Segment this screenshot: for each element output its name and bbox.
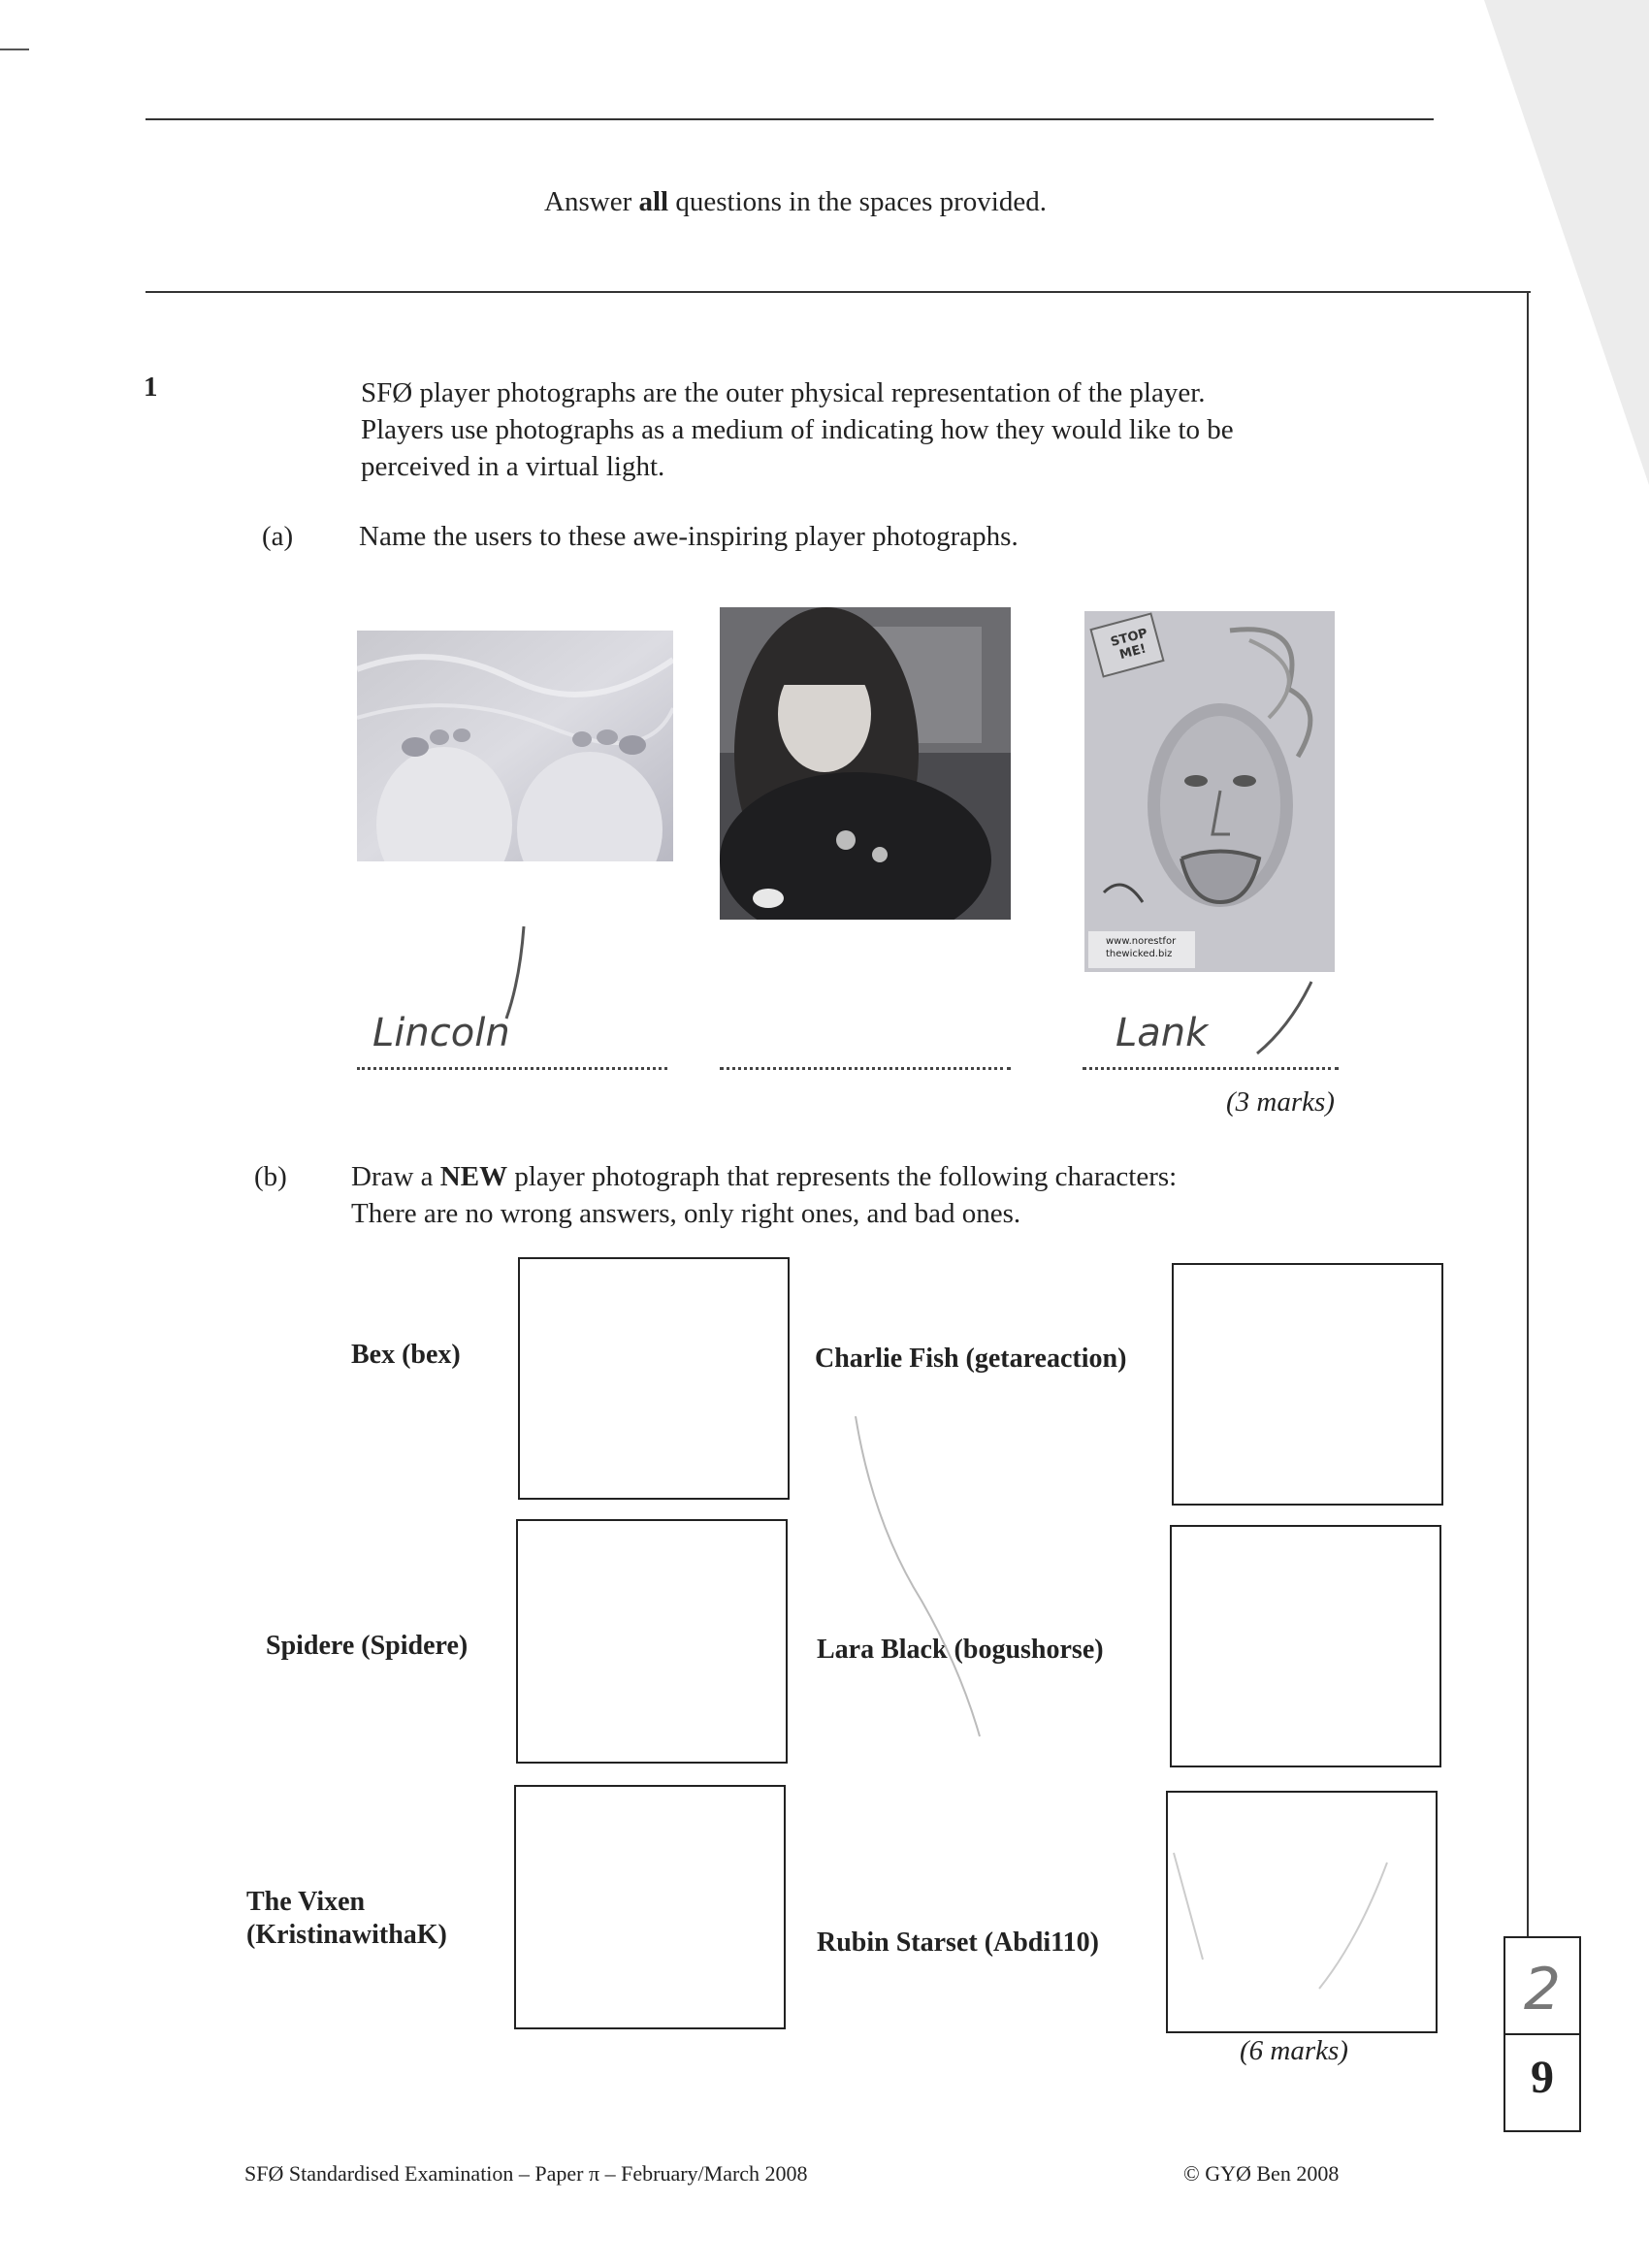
- character-label-the-vixen: The Vixen (KristinawithaK): [246, 1887, 447, 1950]
- tick-mark-3: [1251, 978, 1319, 1055]
- player-photo-person: [720, 607, 1011, 920]
- score-box: [1504, 1936, 1581, 2132]
- part-a-text: Name the users to these awe-inspiring player photographs.: [359, 521, 1018, 552]
- drawing-box-lara-black[interactable]: [1170, 1525, 1441, 1767]
- drawing-box-bex[interactable]: [518, 1257, 790, 1500]
- character-label-bex: Bex (bex): [351, 1340, 461, 1370]
- intro-line: SFØ player photographs are the outer physical representation of the player.: [361, 377, 1206, 408]
- score-divider: [1505, 2033, 1579, 2035]
- feet-image: [357, 631, 673, 861]
- intro-line: perceived in a virtual light.: [361, 451, 665, 482]
- question-intro: [361, 374, 1505, 485]
- score-awarded: 2: [1523, 1956, 1562, 2024]
- part-b-line-1: Draw a NEW player photograph that represents the following characters:: [351, 1161, 1178, 1192]
- header-instruction: Answer all questions in the spaces provided.: [544, 186, 1047, 217]
- drawing-box-spidere[interactable]: [516, 1519, 788, 1764]
- page-top-left-mark: [0, 49, 29, 50]
- answer-3: Lank: [1116, 1011, 1209, 1055]
- character-label-rubin-starset: Rubin Starset (Abdi110): [817, 1928, 1099, 1958]
- pencil-stroke-rubin: [1164, 1843, 1416, 1998]
- question-number: 1: [144, 372, 158, 403]
- part-b-label: (b): [254, 1161, 287, 1192]
- drawing-image: [1084, 611, 1335, 972]
- part-a-marks: (3 marks): [1226, 1086, 1335, 1118]
- drawing-box-charlie-fish[interactable]: [1172, 1263, 1443, 1506]
- header-top-rule: [146, 118, 1434, 120]
- margin-rule: [1527, 291, 1529, 1936]
- footer-right: © GYØ Ben 2008: [1183, 2161, 1340, 2186]
- answer-1: Lincoln: [372, 1011, 510, 1055]
- score-total: 9: [1531, 2052, 1554, 2103]
- footer-left: SFØ Standardised Examination – Paper π – February/March 2008: [244, 2161, 808, 2186]
- part-a-label: (a): [262, 521, 294, 552]
- character-label-lara-black: Lara Black (bogushorse): [817, 1635, 1104, 1665]
- pencil-stroke: [844, 1407, 999, 1746]
- player-photo-drawing: [1084, 611, 1335, 972]
- character-label-charlie-fish: Charlie Fish (getareaction): [815, 1344, 1127, 1374]
- photo3-sign: STOP ME!: [1109, 626, 1149, 664]
- part-b-text: [351, 1158, 1515, 1232]
- intro-line: Players use photographs as a medium of indicating how they would like to be: [361, 414, 1234, 445]
- part-b-line-2: There are no wrong answers, only right ones, and bad ones.: [351, 1198, 1021, 1229]
- page-corner-fold: [1484, 0, 1649, 485]
- answer-line-2: [720, 1067, 1011, 1070]
- drawing-box-the-vixen[interactable]: [514, 1785, 786, 2029]
- answer-line-1: [357, 1067, 667, 1070]
- part-b-marks: (6 marks): [1240, 2035, 1348, 2066]
- person-image: [720, 607, 1011, 920]
- player-photo-feet: [357, 631, 673, 861]
- photo3-caption: www.norestfor thewicked.biz: [1106, 936, 1177, 959]
- header-bottom-rule: [146, 291, 1531, 293]
- answer-line-3: [1083, 1067, 1339, 1070]
- character-label-spidere: Spidere (Spidere): [266, 1631, 469, 1661]
